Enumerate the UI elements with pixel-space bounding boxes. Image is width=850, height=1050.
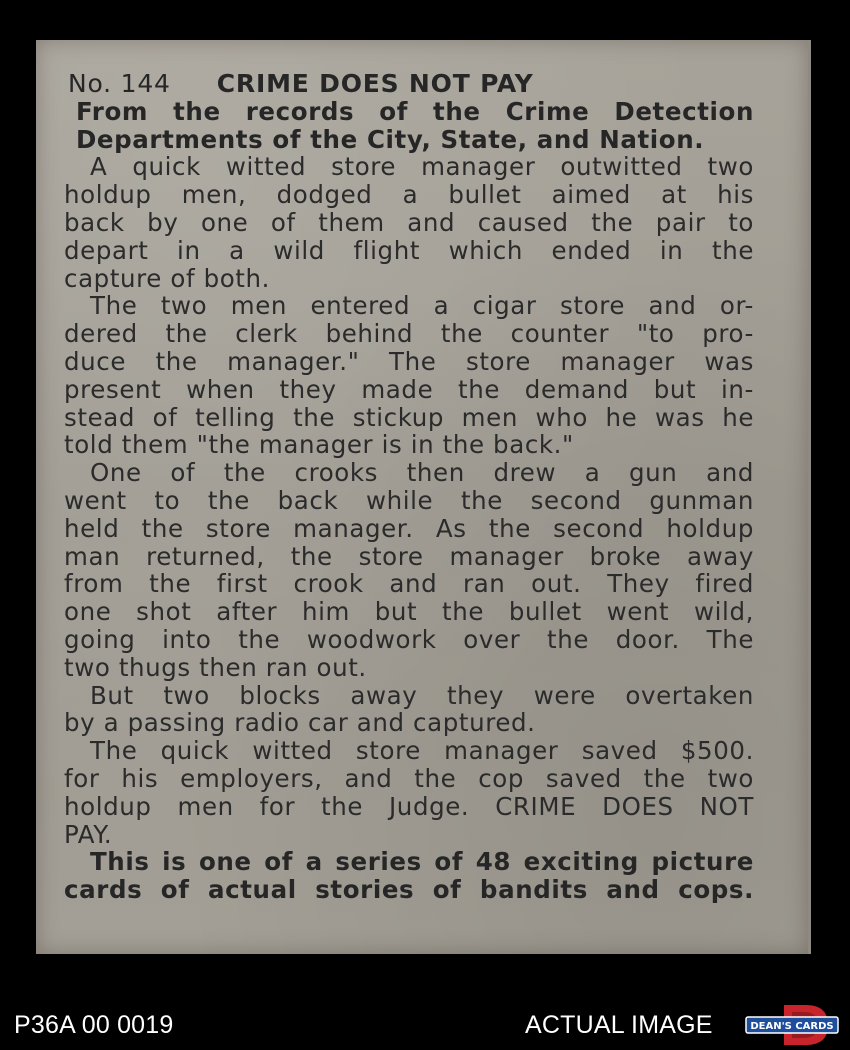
closing-line: cards of actual stories of bandits and cops. [64, 875, 754, 905]
card-number: No. 144 [68, 69, 171, 98]
logo-text: DEAN'S CARDS [750, 1021, 834, 1032]
deans-cards-logo [744, 1003, 840, 1047]
story-line: going into the woodwork over the door. The [64, 624, 754, 654]
story-line: held the store manager. As the second holdup [64, 513, 754, 543]
story-line: dered the clerk behind the counter "to pro- [64, 319, 754, 349]
story-line: The two men entered a cigar store and or- [90, 291, 754, 321]
card-title: CRIME DOES NOT PAY [216, 69, 534, 98]
story-line: holdup men for the Judge. CRIME DOES NOT [64, 791, 754, 821]
item-code: P36A 00 0019 [14, 1011, 174, 1039]
card-text-block [64, 70, 754, 904]
closing-line: This is one of a series of 48 exciting picture [90, 847, 754, 877]
story-line: One of the crooks then drew a gun and [90, 458, 754, 488]
story-line: man returned, the store manager broke away [64, 541, 754, 571]
story-line: stead of telling the stickup men who he was he [64, 402, 754, 432]
story-line: by a passing radio car and captured. [64, 708, 536, 738]
story-line: present when they made the demand but in- [64, 374, 754, 404]
story-line: A quick witted store manager outwitted two [90, 152, 754, 182]
story-line: told them "the manager is in the back." [64, 430, 574, 460]
story-line: depart in a wild flight which ended in the [64, 235, 754, 265]
card-heading [68, 70, 754, 98]
actual-image-label: ACTUAL IMAGE [525, 1011, 713, 1039]
story-line: duce the manager." The store manager was [64, 346, 754, 376]
story-line: capture of both. [64, 263, 271, 293]
story-line: The quick witted store manager saved $500. [90, 736, 754, 766]
story-line: one shot after him but the bullet went wild, [64, 597, 754, 627]
story-line: for his employers, and the cop saved the two [64, 763, 754, 793]
story-line: But two blocks away they were overtaken [90, 680, 754, 710]
story-line: from the first crook and ran out. They fired [64, 569, 754, 599]
trading-card-back [36, 40, 811, 954]
subtitle-line: From the records of the Crime Detection [76, 96, 754, 126]
subtitle-line: Departments of the City, State, and Nation. [76, 124, 705, 154]
story-line: PAY. [64, 819, 113, 849]
story-line: went to the back while the second gunman [64, 485, 754, 515]
story-line: two thugs then ran out. [64, 652, 367, 682]
story-line: back by one of them and caused the pair to [64, 207, 754, 237]
story-line: holdup men, dodged a bullet aimed at his [64, 180, 754, 210]
